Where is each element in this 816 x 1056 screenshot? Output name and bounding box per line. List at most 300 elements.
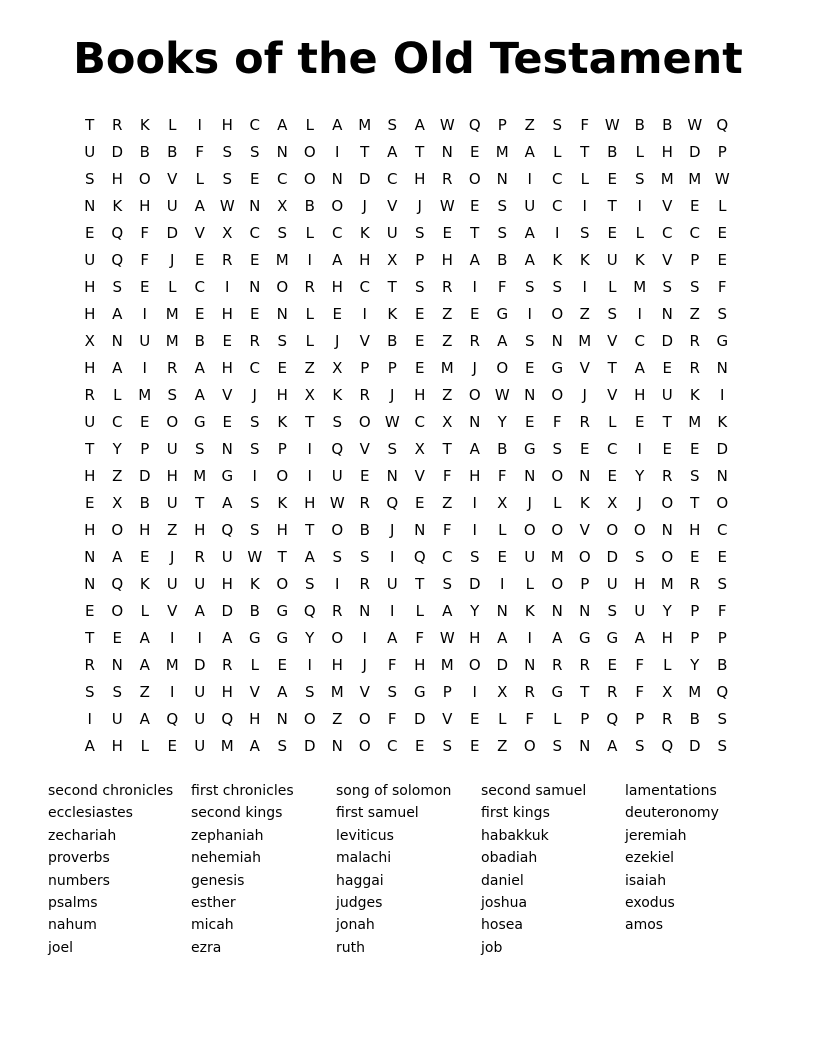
grid-letter: E — [140, 548, 150, 566]
grid-letter: S — [414, 278, 425, 296]
grid-letter: V — [194, 224, 205, 242]
grid-letter: N — [249, 197, 261, 215]
grid-letter: K — [332, 386, 343, 404]
grid-letter: G — [606, 629, 619, 647]
grid-letter: G — [276, 602, 289, 620]
grid-letter: Q — [221, 710, 234, 728]
grid-letter: R — [84, 386, 95, 404]
grid-letter: K — [634, 251, 645, 269]
grid-letter: M — [220, 737, 234, 755]
grid-letter: E — [525, 359, 535, 377]
grid-letter: M — [660, 575, 674, 593]
grid-letter: U — [386, 575, 398, 593]
grid-letter: D — [688, 737, 701, 755]
grid-letter: A — [222, 494, 233, 512]
grid-letter: H — [111, 170, 123, 188]
grid-letter: Z — [442, 305, 453, 323]
grid-letter: U — [524, 548, 536, 566]
grid-letter: Q — [606, 710, 619, 728]
grid-letter: O — [523, 521, 536, 539]
grid-letter: F — [580, 116, 590, 134]
grid-letter: I — [87, 710, 92, 728]
grid-letter: B — [717, 656, 728, 674]
grid-letter: M — [138, 386, 152, 404]
grid-letter: E — [415, 332, 425, 350]
word-list-item: jonah — [336, 917, 375, 934]
grid-letter: M — [495, 143, 509, 161]
grid-letter: W — [439, 197, 455, 215]
grid-letter: N — [84, 548, 96, 566]
grid-letter: P — [360, 359, 370, 377]
grid-letter: U — [166, 197, 178, 215]
grid-letter: S — [497, 197, 508, 215]
grid-letter: D — [138, 467, 151, 485]
grid-letter: N — [661, 305, 673, 323]
grid-letter: L — [168, 116, 177, 134]
grid-letter: E — [332, 305, 342, 323]
grid-letter: X — [387, 251, 398, 269]
grid-letter: X — [112, 494, 123, 512]
word-list-item: proverbs — [48, 850, 110, 867]
grid-letter: V — [387, 197, 398, 215]
grid-letter: C — [249, 116, 260, 134]
grid-row — [76, 247, 736, 274]
grid-letter: I — [527, 305, 532, 323]
grid-letter: D — [358, 170, 371, 188]
grid-letter: A — [442, 602, 453, 620]
grid-letter: T — [580, 143, 590, 161]
grid-letter: I — [390, 548, 395, 566]
grid-letter: F — [497, 278, 507, 296]
grid-letter: T — [580, 683, 590, 701]
grid-letter: D — [166, 224, 179, 242]
grid-letter: R — [304, 278, 315, 296]
grid-letter: U — [606, 251, 618, 269]
grid-letter: E — [607, 224, 617, 242]
grid-letter: A — [497, 332, 508, 350]
grid-letter: V — [359, 332, 370, 350]
grid-letter: U — [166, 575, 178, 593]
word-list-item: amos — [625, 917, 664, 934]
grid-letter: P — [717, 143, 727, 161]
grid-letter: R — [249, 332, 260, 350]
grid-letter: H — [221, 683, 233, 701]
grid-letter: T — [277, 548, 287, 566]
grid-letter: S — [414, 224, 425, 242]
grid-letter: I — [307, 656, 312, 674]
grid-letter: Z — [524, 116, 535, 134]
grid-letter: L — [553, 494, 562, 512]
grid-letter: Q — [166, 710, 179, 728]
grid-letter: I — [307, 251, 312, 269]
word-list-column — [336, 780, 451, 959]
grid-letter: R — [359, 494, 370, 512]
grid-letter: M — [193, 467, 207, 485]
grid-letter: B — [497, 251, 508, 269]
grid-letter: K — [139, 575, 150, 593]
grid-letter: C — [689, 224, 700, 242]
grid-letter: R — [689, 359, 700, 377]
grid-row — [76, 490, 736, 517]
word-list-item: second kings — [191, 805, 283, 822]
grid-letter: H — [84, 305, 96, 323]
grid-letter: A — [469, 251, 480, 269]
grid-letter: J — [417, 197, 422, 215]
word-list-item: jeremiah — [625, 827, 687, 844]
grid-letter: Z — [497, 737, 508, 755]
word-list-item: first chronicles — [191, 783, 294, 799]
grid-letter: L — [553, 143, 562, 161]
grid-letter: A — [112, 548, 123, 566]
grid-letter: R — [689, 575, 700, 593]
grid-letter: K — [689, 386, 700, 404]
grid-letter: B — [689, 710, 700, 728]
grid-letter: S — [387, 683, 398, 701]
grid-letter: E — [277, 359, 287, 377]
grid-letter: N — [331, 170, 343, 188]
grid-letter: R — [469, 332, 480, 350]
grid-letter: C — [387, 170, 398, 188]
grid-row — [76, 652, 736, 679]
grid-letter: L — [580, 170, 589, 188]
grid-letter: S — [634, 170, 645, 188]
word-list-item: nahum — [48, 917, 97, 934]
grid-letter: R — [524, 683, 535, 701]
word-list-item: joshua — [481, 895, 528, 912]
grid-row — [76, 355, 736, 382]
grid-letter: V — [442, 710, 453, 728]
grid-letter: R — [222, 251, 233, 269]
word-list-item: numbers — [48, 872, 110, 889]
grid-letter: T — [85, 629, 95, 647]
grid-letter: H — [249, 710, 261, 728]
grid-letter: R — [579, 656, 590, 674]
grid-letter: F — [387, 710, 397, 728]
grid-letter: S — [359, 548, 370, 566]
grid-letter: H — [84, 359, 96, 377]
grid-letter: I — [362, 629, 367, 647]
grid-letter: V — [607, 386, 618, 404]
grid-letter: A — [112, 359, 123, 377]
grid-letter: Z — [112, 467, 123, 485]
grid-letter: E — [470, 143, 480, 161]
grid-letter: G — [523, 440, 536, 458]
word-list-column — [48, 780, 173, 959]
grid-letter: R — [579, 413, 590, 431]
grid-letter: N — [249, 278, 261, 296]
grid-letter: I — [390, 602, 395, 620]
grid-letter: N — [111, 332, 123, 350]
grid-letter: S — [304, 575, 315, 593]
grid-letter: S — [277, 332, 288, 350]
grid-letter: J — [390, 386, 395, 404]
grid-row — [76, 625, 736, 652]
grid-letter: M — [578, 332, 592, 350]
grid-letter: Q — [111, 251, 124, 269]
grid-letter: E — [415, 494, 425, 512]
grid-letter: K — [277, 413, 288, 431]
word-list-item: deuteronomy — [625, 805, 719, 822]
grid-letter: M — [165, 656, 179, 674]
grid-letter: I — [170, 683, 175, 701]
grid-letter: O — [661, 548, 674, 566]
grid-letter: A — [634, 629, 645, 647]
grid-letter: C — [717, 521, 728, 539]
grid-letter: D — [111, 143, 124, 161]
grid-letter: A — [277, 116, 288, 134]
grid-letter: V — [579, 521, 590, 539]
grid-letter: S — [167, 386, 178, 404]
grid-letter: N — [579, 737, 591, 755]
grid-letter: K — [579, 494, 590, 512]
grid-letter: O — [303, 710, 316, 728]
grid-letter: H — [84, 278, 96, 296]
grid-letter: E — [250, 305, 260, 323]
grid-letter: Z — [579, 305, 590, 323]
grid-letter: M — [165, 332, 179, 350]
grid-letter: F — [387, 656, 397, 674]
grid-letter: W — [219, 197, 235, 215]
grid-letter: D — [496, 656, 509, 674]
grid-letter: S — [607, 305, 618, 323]
grid-letter: S — [387, 116, 398, 134]
grid-letter: L — [663, 656, 672, 674]
grid-row — [76, 598, 736, 625]
grid-letter: E — [717, 224, 727, 242]
grid-letter: O — [551, 521, 564, 539]
word-list-item: nehemiah — [191, 850, 261, 867]
grid-letter: R — [552, 656, 563, 674]
grid-letter: R — [662, 467, 673, 485]
grid-letter: H — [689, 521, 701, 539]
grid-letter: P — [497, 116, 507, 134]
grid-letter: I — [225, 278, 230, 296]
grid-letter: H — [276, 521, 288, 539]
word-list-column — [191, 780, 294, 959]
grid-letter: S — [249, 143, 260, 161]
grid-row — [76, 733, 736, 760]
grid-letter: E — [85, 494, 95, 512]
grid-letter: S — [717, 737, 728, 755]
grid-row — [76, 112, 736, 139]
grid-letter: H — [166, 467, 178, 485]
grid-letter: V — [662, 197, 673, 215]
grid-letter: O — [551, 305, 564, 323]
grid-letter: L — [525, 575, 534, 593]
grid-letter: O — [303, 143, 316, 161]
grid-letter: U — [194, 737, 206, 755]
grid-letter: B — [387, 332, 398, 350]
grid-row — [76, 220, 736, 247]
word-list-item: isaiah — [625, 872, 667, 889]
word-list-item: first kings — [481, 805, 550, 822]
grid-letter: I — [197, 629, 202, 647]
grid-letter: K — [112, 197, 123, 215]
grid-letter: H — [359, 251, 371, 269]
grid-letter: O — [138, 170, 151, 188]
word-list-item: daniel — [481, 872, 524, 889]
grid-letter: E — [607, 656, 617, 674]
grid-letter: H — [414, 386, 426, 404]
grid-row — [76, 193, 736, 220]
grid-letter: C — [634, 332, 645, 350]
grid-letter: E — [85, 224, 95, 242]
grid-letter: Y — [635, 467, 645, 485]
grid-letter: G — [248, 629, 261, 647]
grid-letter: F — [635, 683, 645, 701]
grid-letter: R — [332, 602, 343, 620]
grid-letter: E — [195, 305, 205, 323]
grid-row — [76, 382, 736, 409]
grid-letter: O — [468, 386, 481, 404]
grid-letter: C — [552, 197, 563, 215]
grid-letter: A — [552, 629, 563, 647]
grid-letter: S — [442, 575, 453, 593]
grid-letter: B — [607, 143, 618, 161]
word-list-item: psalms — [48, 895, 98, 912]
grid-letter: S — [112, 683, 123, 701]
grid-letter: A — [112, 305, 123, 323]
grid-letter: N — [386, 467, 398, 485]
grid-letter: S — [497, 224, 508, 242]
grid-letter: E — [580, 440, 590, 458]
grid-letter: U — [139, 332, 151, 350]
grid-letter: H — [414, 170, 426, 188]
grid-letter: C — [359, 278, 370, 296]
word-list-item: song of solomon — [336, 783, 452, 799]
grid-letter: S — [689, 467, 700, 485]
grid-letter: L — [553, 710, 562, 728]
grid-letter: S — [524, 332, 535, 350]
grid-letter: K — [387, 305, 398, 323]
grid-letter: F — [195, 143, 205, 161]
grid-letter: H — [469, 629, 481, 647]
grid-letter: D — [661, 332, 674, 350]
grid-letter: P — [690, 602, 700, 620]
grid-letter: O — [716, 494, 729, 512]
grid-letter: S — [249, 494, 260, 512]
grid-letter: V — [167, 170, 178, 188]
grid-letter: A — [414, 116, 425, 134]
grid-letter: L — [635, 143, 644, 161]
grid-letter: I — [472, 494, 477, 512]
grid-letter: Y — [497, 413, 507, 431]
grid-letter: M — [688, 170, 702, 188]
grid-letter: H — [84, 467, 96, 485]
word-list-item: job — [481, 939, 503, 956]
grid-letter: E — [415, 359, 425, 377]
grid-row — [76, 463, 736, 490]
grid-letter: I — [252, 467, 257, 485]
grid-letter: R — [112, 116, 123, 134]
grid-letter: S — [112, 278, 123, 296]
grid-letter: W — [604, 116, 620, 134]
grid-letter: R — [359, 386, 370, 404]
grid-letter: F — [140, 251, 150, 269]
grid-letter: R — [442, 278, 453, 296]
grid-letter: E — [415, 737, 425, 755]
grid-letter: U — [661, 386, 673, 404]
grid-row — [76, 301, 736, 328]
grid-letter: U — [166, 440, 178, 458]
grid-letter: M — [688, 683, 702, 701]
grid-letter: A — [387, 143, 398, 161]
grid-letter: A — [497, 629, 508, 647]
grid-letter: L — [113, 386, 122, 404]
grid-letter: T — [360, 143, 370, 161]
grid-letter: E — [690, 548, 700, 566]
grid-letter: N — [276, 143, 288, 161]
grid-letter: S — [222, 170, 233, 188]
grid-letter: O — [358, 737, 371, 755]
grid-letter: V — [249, 683, 260, 701]
grid-letter: S — [249, 521, 260, 539]
grid-letter: S — [84, 170, 95, 188]
grid-letter: O — [331, 521, 344, 539]
grid-letter: E — [250, 170, 260, 188]
grid-letter: O — [358, 710, 371, 728]
grid-letter: T — [387, 278, 397, 296]
grid-letter: F — [442, 521, 452, 539]
grid-letter: G — [716, 332, 729, 350]
grid-letter: E — [85, 602, 95, 620]
grid-letter: E — [690, 440, 700, 458]
grid-letter: I — [307, 467, 312, 485]
grid-letter: N — [579, 467, 591, 485]
grid-letter: E — [360, 467, 370, 485]
grid-letter: K — [524, 602, 535, 620]
grid-letter: D — [193, 656, 206, 674]
grid-letter: P — [415, 251, 425, 269]
grid-letter: O — [496, 359, 509, 377]
grid-letter: O — [523, 737, 536, 755]
grid-letter: O — [468, 170, 481, 188]
grid-letter: H — [221, 359, 233, 377]
grid-letter: S — [249, 413, 260, 431]
grid-letter: A — [304, 548, 315, 566]
grid-letter: X — [414, 440, 425, 458]
grid-letter: W — [439, 629, 455, 647]
grid-letter: O — [331, 629, 344, 647]
grid-letter: B — [497, 440, 508, 458]
grid-letter: F — [525, 710, 535, 728]
grid-letter: O — [111, 521, 124, 539]
grid-letter: Z — [167, 521, 178, 539]
grid-letter: R — [442, 170, 453, 188]
grid-letter: A — [139, 656, 150, 674]
grid-row — [76, 517, 736, 544]
grid-letter: M — [440, 359, 454, 377]
grid-letter: X — [607, 494, 618, 512]
grid-letter: A — [524, 224, 535, 242]
grid-letter: B — [662, 116, 673, 134]
grid-letter: I — [637, 440, 642, 458]
grid-letter: T — [662, 413, 672, 431]
word-list-item: ecclesiastes — [48, 805, 133, 822]
grid-letter: T — [470, 224, 480, 242]
grid-letter: S — [387, 440, 398, 458]
grid-letter: Z — [442, 332, 453, 350]
grid-letter: D — [606, 548, 619, 566]
grid-letter: T — [195, 494, 205, 512]
grid-letter: S — [579, 224, 590, 242]
grid-letter: J — [527, 494, 532, 512]
grid-letter: N — [524, 386, 536, 404]
grid-letter: Y — [690, 656, 700, 674]
grid-letter: A — [387, 629, 398, 647]
grid-letter: U — [331, 467, 343, 485]
grid-letter: Z — [304, 359, 315, 377]
